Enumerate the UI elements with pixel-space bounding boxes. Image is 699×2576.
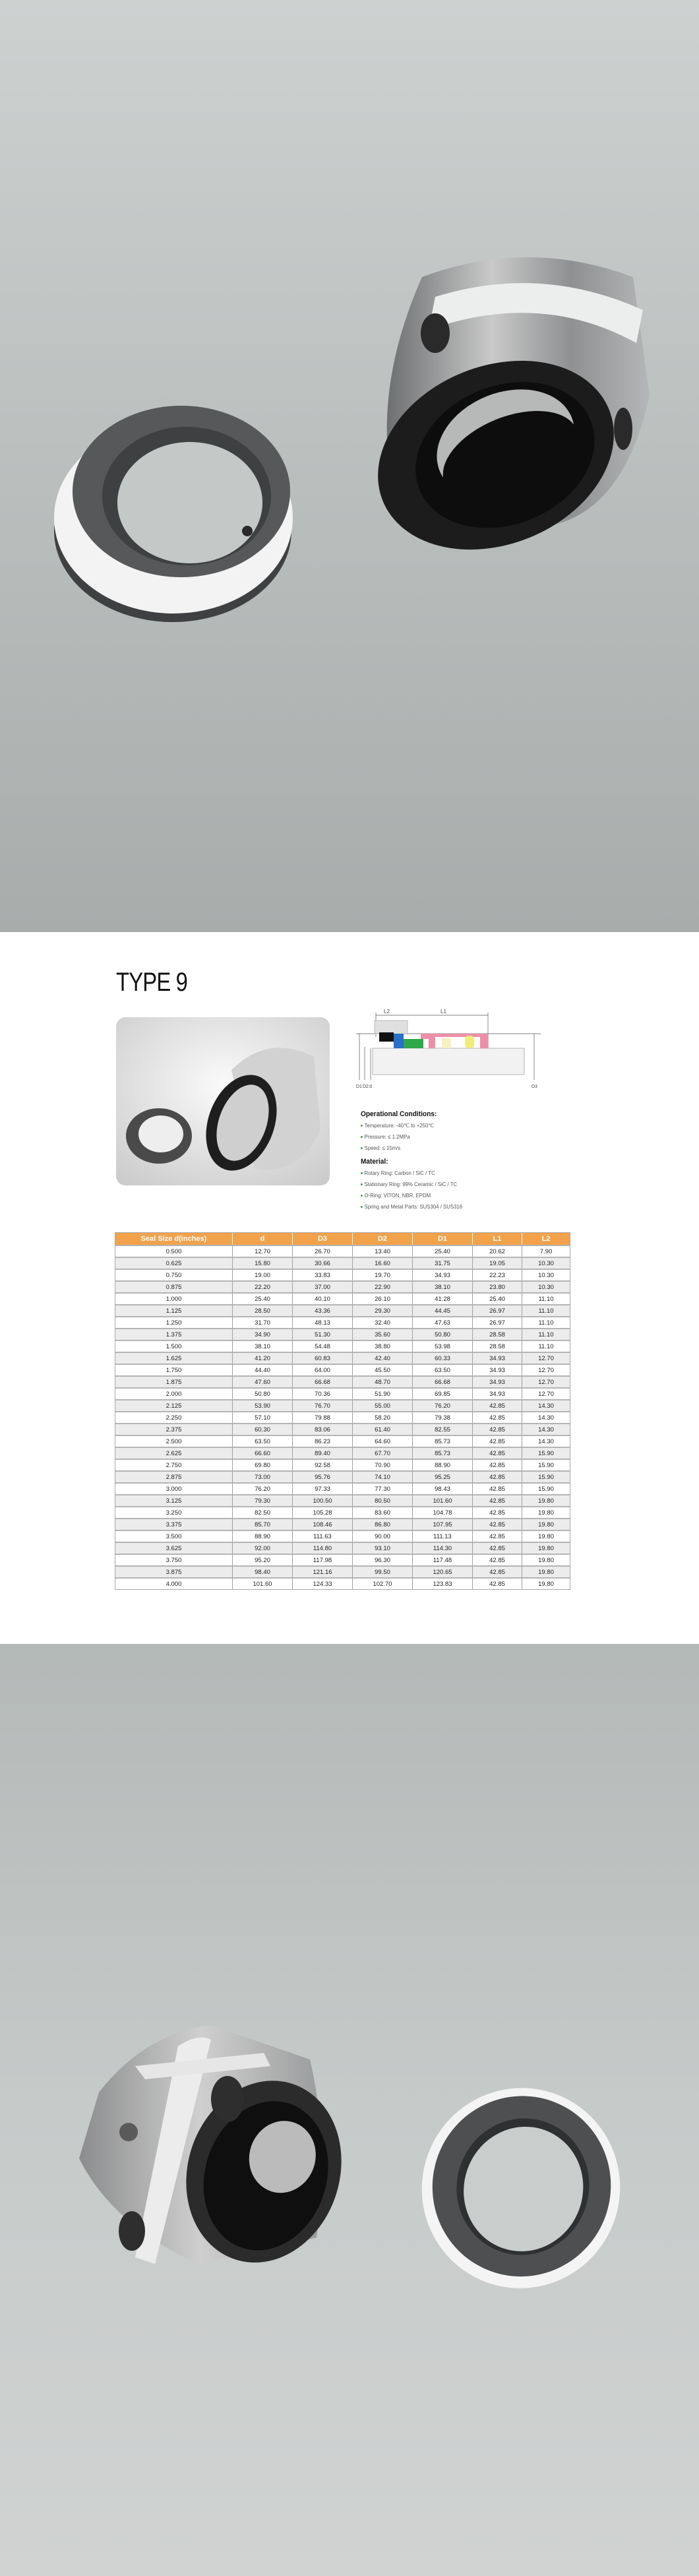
table-cell: 3.625 (115, 1542, 233, 1554)
table-cell: 92.00 (233, 1542, 293, 1554)
table-cell: 53.98 (413, 1340, 473, 1352)
table-cell: 4.000 (115, 1577, 233, 1589)
table-cell: 19.80 (522, 1565, 570, 1577)
table-cell: 2.250 (115, 1411, 233, 1423)
table-row (115, 1280, 570, 1292)
table-cell: 16.60 (353, 1257, 413, 1269)
table-cell: 26.10 (353, 1292, 413, 1304)
table-row (115, 1542, 570, 1554)
table-cell: 53.90 (233, 1399, 293, 1411)
table-cell: 77.30 (353, 1482, 413, 1494)
table-cell: 82.50 (233, 1506, 293, 1518)
table-cell: 74.10 (353, 1470, 413, 1482)
table-cell: 60.30 (233, 1423, 293, 1435)
table-cell: 43.36 (293, 1304, 353, 1316)
table-cell: 11.10 (522, 1316, 570, 1328)
table-cell: 19.80 (522, 1554, 570, 1565)
table-row (115, 1387, 570, 1399)
table-cell: 11.10 (522, 1328, 570, 1340)
table-row (115, 1245, 570, 1257)
table-cell: 15.90 (522, 1447, 570, 1459)
table-cell: 98.43 (413, 1482, 473, 1494)
table-cell: 40.10 (293, 1292, 353, 1304)
table-cell: 83.60 (353, 1506, 413, 1518)
table-cell: 114.80 (293, 1542, 353, 1554)
table-cell: 85.73 (413, 1435, 473, 1447)
table-cell: 42.85 (473, 1435, 522, 1447)
table-row (115, 1340, 570, 1352)
table-cell: 19.80 (522, 1530, 570, 1542)
table-cell: 14.30 (522, 1423, 570, 1435)
table-cell: 76.20 (233, 1482, 293, 1494)
table-cell: 76.20 (413, 1399, 473, 1411)
table-row (115, 1459, 570, 1470)
table-row (115, 1447, 570, 1459)
table-row (115, 1352, 570, 1364)
table-cell: 30.66 (293, 1257, 353, 1269)
table-cell: 48.13 (293, 1316, 353, 1328)
table-cell: 102.70 (353, 1577, 413, 1589)
table-cell: 22.20 (233, 1280, 293, 1292)
table-cell: 34.90 (233, 1328, 293, 1340)
operational-conditions-list (361, 1120, 572, 1154)
table-cell: 15.80 (233, 1257, 293, 1269)
table-header-row (115, 1233, 570, 1245)
table-cell: 69.85 (413, 1387, 473, 1399)
table-cell: 19.00 (233, 1269, 293, 1280)
table-cell: 19.80 (522, 1506, 570, 1518)
table-cell: 42.85 (473, 1577, 522, 1589)
table-cell: 45.50 (353, 1364, 413, 1375)
table-cell: 26.70 (293, 1245, 353, 1257)
product-photo-bottom (0, 1644, 699, 2576)
table-cell: 2.375 (115, 1423, 233, 1435)
label-d3: D3 (532, 1084, 537, 1089)
table-cell: 88.90 (413, 1459, 473, 1470)
table-cell: 3.125 (115, 1494, 233, 1506)
table-cell: 1.125 (115, 1304, 233, 1316)
table-cell: 0.500 (115, 1245, 233, 1257)
table-cell: 83.06 (293, 1423, 353, 1435)
table-cell: 25.40 (473, 1292, 522, 1304)
column-header: d (233, 1233, 293, 1245)
table-row (115, 1530, 570, 1542)
table-cell: 73.00 (233, 1470, 293, 1482)
table-cell: 105.28 (293, 1506, 353, 1518)
table-cell: 42.85 (473, 1482, 522, 1494)
table-row (115, 1506, 570, 1518)
table-cell: 25.40 (233, 1292, 293, 1304)
table-cell: 57.10 (233, 1411, 293, 1423)
table-cell: 60.83 (293, 1352, 353, 1364)
table-cell: 11.10 (522, 1292, 570, 1304)
label-d: d (369, 1084, 372, 1089)
table-cell: 121.16 (293, 1565, 353, 1577)
table-cell: 104.78 (413, 1506, 473, 1518)
table-cell: 42.85 (473, 1554, 522, 1565)
table-cell: 13.40 (353, 1245, 413, 1257)
table-cell: 55.00 (353, 1399, 413, 1411)
table-cell: 97.33 (293, 1482, 353, 1494)
material-o-ring: O-Ring: VITON, NBR, EPDM (361, 1190, 555, 1201)
table-cell: 48.70 (353, 1375, 413, 1387)
table-cell: 3.750 (115, 1554, 233, 1565)
label-l1: L1 (441, 1009, 446, 1015)
table-cell: 28.50 (233, 1304, 293, 1316)
size-table (115, 1232, 570, 1590)
table-cell: 47.60 (233, 1375, 293, 1387)
table-cell: 2.875 (115, 1470, 233, 1482)
table-row (115, 1316, 570, 1328)
label-d1: D1 (356, 1084, 362, 1089)
table-cell: 2.500 (115, 1435, 233, 1447)
table-cell: 15.90 (522, 1482, 570, 1494)
table-cell: 120.65 (413, 1565, 473, 1577)
table-cell: 51.90 (353, 1387, 413, 1399)
table-row (115, 1257, 570, 1269)
table-cell: 11.10 (522, 1340, 570, 1352)
table-cell: 63.50 (233, 1435, 293, 1447)
table-cell: 0.875 (115, 1280, 233, 1292)
table-cell: 12.70 (522, 1364, 570, 1375)
table-cell: 26.97 (473, 1316, 522, 1328)
table-cell: 42.85 (473, 1423, 522, 1435)
table-cell: 88.90 (233, 1530, 293, 1542)
table-cell: 34.93 (473, 1352, 522, 1364)
table-cell: 66.68 (413, 1375, 473, 1387)
table-cell: 63.50 (413, 1364, 473, 1375)
table-cell: 34.93 (473, 1364, 522, 1375)
table-cell: 101.60 (233, 1577, 293, 1589)
table-row (115, 1577, 570, 1589)
table-cell: 89.40 (293, 1447, 353, 1459)
table-cell: 117.48 (413, 1554, 473, 1565)
product-photo-top (0, 0, 699, 932)
table-cell: 29.30 (353, 1304, 413, 1316)
table-cell: 79.88 (293, 1411, 353, 1423)
table-cell: 3.875 (115, 1565, 233, 1577)
table-cell: 42.85 (473, 1506, 522, 1518)
table-cell: 10.30 (522, 1269, 570, 1280)
table-cell: 19.70 (353, 1269, 413, 1280)
material-rotary-ring: Rotary Ring: Carbon / SiC / TC (361, 1168, 555, 1179)
table-cell: 38.80 (353, 1340, 413, 1352)
column-header: L2 (522, 1233, 570, 1245)
material-spring-metal: Spring and Metal Parts: SUS304 / SUS316 (361, 1201, 555, 1212)
column-header: D3 (293, 1233, 353, 1245)
table-cell: 107.95 (413, 1518, 473, 1530)
table-cell: 2.000 (115, 1387, 233, 1399)
table-cell: 31.70 (233, 1316, 293, 1328)
product-thumbnail (116, 1017, 330, 1185)
table-cell: 14.30 (522, 1435, 570, 1447)
table-cell: 99.50 (353, 1565, 413, 1577)
table-row (115, 1304, 570, 1316)
table-cell: 66.68 (293, 1375, 353, 1387)
table-cell: 47.63 (413, 1316, 473, 1328)
table-cell: 82.55 (413, 1423, 473, 1435)
table-cell: 80.50 (353, 1494, 413, 1506)
table-cell: 108.46 (293, 1518, 353, 1530)
table-cell: 33.83 (293, 1269, 353, 1280)
condition-speed: Speed: ≤ 15m/s (361, 1143, 555, 1154)
table-cell: 44.45 (413, 1304, 473, 1316)
table-cell: 42.85 (473, 1565, 522, 1577)
table-cell: 1.500 (115, 1340, 233, 1352)
table-cell: 3.000 (115, 1482, 233, 1494)
table-cell: 98.40 (233, 1565, 293, 1577)
table-cell: 7.90 (522, 1245, 570, 1257)
table-cell: 34.93 (473, 1375, 522, 1387)
column-header: L1 (473, 1233, 522, 1245)
table-cell: 86.23 (293, 1435, 353, 1447)
table-cell: 42.85 (473, 1470, 522, 1482)
table-cell: 54.48 (293, 1340, 353, 1352)
table-cell: 123.83 (413, 1577, 473, 1589)
table-cell: 66.60 (233, 1447, 293, 1459)
condition-temperature: Temperature: -40℃ to +250℃ (361, 1120, 555, 1131)
table-cell: 11.10 (522, 1304, 570, 1316)
table-row (115, 1482, 570, 1494)
table-cell: 1.000 (115, 1292, 233, 1304)
table-cell: 61.40 (353, 1423, 413, 1435)
table-cell: 50.80 (413, 1328, 473, 1340)
table-cell: 2.125 (115, 1399, 233, 1411)
table-cell: 42.85 (473, 1518, 522, 1530)
table-cell: 111.63 (293, 1530, 353, 1542)
table-row (115, 1565, 570, 1577)
table-cell: 96.30 (353, 1554, 413, 1565)
table-cell: 42.85 (473, 1542, 522, 1554)
table-cell: 42.85 (473, 1530, 522, 1542)
table-cell: 28.58 (473, 1328, 522, 1340)
table-cell: 2.750 (115, 1459, 233, 1470)
table-row (115, 1364, 570, 1375)
table-cell: 42.85 (473, 1459, 522, 1470)
table-row (115, 1423, 570, 1435)
table-cell: 34.93 (413, 1269, 473, 1280)
table-cell: 70.36 (293, 1387, 353, 1399)
table-cell: 14.30 (522, 1411, 570, 1423)
condition-pressure: Pressure: ≤ 1.2MPa (361, 1131, 555, 1143)
table-cell: 111.13 (413, 1530, 473, 1542)
table-cell: 114.30 (413, 1542, 473, 1554)
label-d2: D2 (363, 1084, 369, 1089)
table-cell: 3.500 (115, 1530, 233, 1542)
table-cell: 12.70 (522, 1387, 570, 1399)
table-cell: 28.58 (473, 1340, 522, 1352)
operational-conditions-heading: Operational Conditions: (361, 1110, 437, 1118)
table-cell: 15.90 (522, 1459, 570, 1470)
table-cell: 41.28 (413, 1292, 473, 1304)
table-row (115, 1269, 570, 1280)
table-cell: 32.40 (353, 1316, 413, 1328)
spec-section (0, 932, 699, 1644)
table-cell: 79.30 (233, 1494, 293, 1506)
table-cell: 3.375 (115, 1518, 233, 1530)
table-cell: 90.00 (353, 1530, 413, 1542)
table-cell: 60.33 (413, 1352, 473, 1364)
table-cell: 12.70 (522, 1352, 570, 1364)
table-row (115, 1470, 570, 1482)
table-cell: 44.40 (233, 1364, 293, 1375)
column-header: D2 (353, 1233, 413, 1245)
column-header: D1 (413, 1233, 473, 1245)
table-cell: 1.625 (115, 1352, 233, 1364)
table-row (115, 1435, 570, 1447)
material-stationary-ring: Stationary Ring: 99% Ceramic / SiC / TC (361, 1179, 555, 1190)
table-cell: 19.80 (522, 1494, 570, 1506)
table-cell: 58.20 (353, 1411, 413, 1423)
table-cell: 25.40 (413, 1245, 473, 1257)
table-row (115, 1292, 570, 1304)
table-cell: 1.375 (115, 1328, 233, 1340)
table-cell: 31.75 (413, 1257, 473, 1269)
table-cell: 95.20 (233, 1554, 293, 1565)
table-cell: 117.98 (293, 1554, 353, 1565)
table-cell: 19.80 (522, 1518, 570, 1530)
table-cell: 10.30 (522, 1257, 570, 1269)
table-cell: 19.05 (473, 1257, 522, 1269)
table-cell: 23.80 (473, 1280, 522, 1292)
table-cell: 42.85 (473, 1447, 522, 1459)
material-heading: Material: (361, 1158, 388, 1166)
table-cell: 38.10 (233, 1340, 293, 1352)
table-cell: 79.38 (413, 1411, 473, 1423)
table-cell: 64.00 (293, 1364, 353, 1375)
table-cell: 15.90 (522, 1470, 570, 1482)
table-cell: 50.80 (233, 1387, 293, 1399)
column-header: Seal Size d(inches) (115, 1233, 233, 1245)
table-cell: 19.80 (522, 1577, 570, 1589)
table-cell: 10.30 (522, 1280, 570, 1292)
table-cell: 64.60 (353, 1435, 413, 1447)
table-cell: 92.58 (293, 1459, 353, 1470)
table-cell: 76.70 (293, 1399, 353, 1411)
table-row (115, 1554, 570, 1565)
table-cell: 85.70 (233, 1518, 293, 1530)
material-list (361, 1168, 572, 1212)
table-cell: 2.625 (115, 1447, 233, 1459)
table-cell: 67.70 (353, 1447, 413, 1459)
table-row (115, 1399, 570, 1411)
table-row (115, 1518, 570, 1530)
table-cell: 51.30 (293, 1328, 353, 1340)
table-cell: 37.00 (293, 1280, 353, 1292)
table-cell: 69.80 (233, 1459, 293, 1470)
table-cell: 1.250 (115, 1316, 233, 1328)
table-cell: 70.90 (353, 1459, 413, 1470)
table-cell: 22.23 (473, 1269, 522, 1280)
table-cell: 95.76 (293, 1470, 353, 1482)
table-cell: 85.73 (413, 1447, 473, 1459)
table-cell: 100.50 (293, 1494, 353, 1506)
table-cell: 38.10 (413, 1280, 473, 1292)
table-cell: 42.85 (473, 1494, 522, 1506)
table-cell: 93.10 (353, 1542, 413, 1554)
table-cell: 42.40 (353, 1352, 413, 1364)
table-cell: 35.60 (353, 1328, 413, 1340)
label-l2: L2 (384, 1009, 390, 1015)
table-cell: 12.70 (233, 1245, 293, 1257)
table-cell: 12.70 (522, 1375, 570, 1387)
table-cell: 42.85 (473, 1411, 522, 1423)
table-cell: 101.60 (413, 1494, 473, 1506)
table-cell: 14.30 (522, 1399, 570, 1411)
table-row (115, 1328, 570, 1340)
table-cell: 42.85 (473, 1399, 522, 1411)
page-title: TYPE 9 (116, 968, 188, 997)
table-row (115, 1494, 570, 1506)
table-cell: 1.875 (115, 1375, 233, 1387)
table-cell: 34.93 (473, 1387, 522, 1399)
table-cell: 3.250 (115, 1506, 233, 1518)
table-cell: 20.62 (473, 1245, 522, 1257)
table-cell: 86.80 (353, 1518, 413, 1530)
table-cell: 95.25 (413, 1470, 473, 1482)
table-cell: 19.80 (522, 1542, 570, 1554)
table-cell: 0.750 (115, 1269, 233, 1280)
table-cell: 41.20 (233, 1352, 293, 1364)
specifications (361, 1110, 572, 1216)
table-cell: 26.97 (473, 1304, 522, 1316)
table-cell: 22.90 (353, 1280, 413, 1292)
seal-cross-section-diagram (356, 1007, 554, 1090)
table-row (115, 1375, 570, 1387)
table-cell: 124.33 (293, 1577, 353, 1589)
table-row (115, 1411, 570, 1423)
table-cell: 1.750 (115, 1364, 233, 1375)
table-cell: 0.625 (115, 1257, 233, 1269)
